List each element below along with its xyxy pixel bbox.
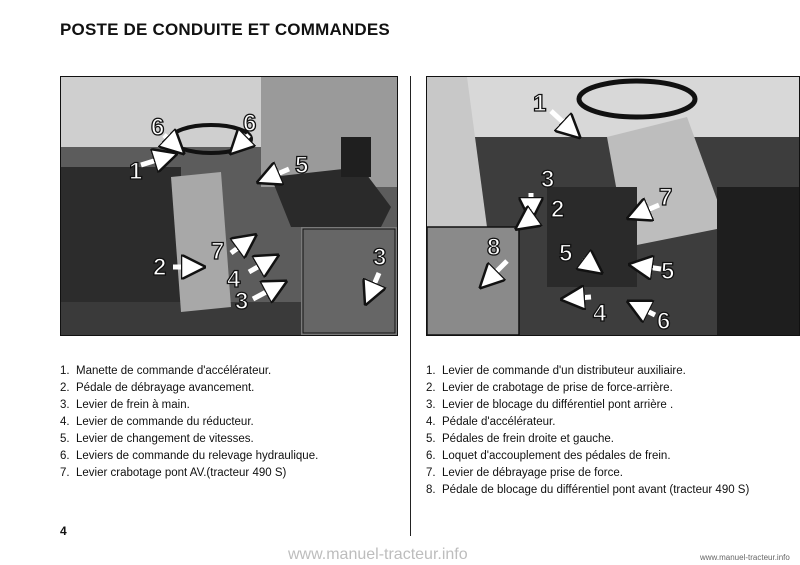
callout-label: 6	[657, 308, 671, 335]
callout-label: 5	[295, 152, 309, 179]
list-item: 1. Manette de commande d'accélérateur.	[60, 365, 272, 377]
callout-label: 7	[659, 184, 673, 211]
list-item: 2. Levier de crabotage de prise de force-arrière.	[426, 382, 673, 394]
list-item: 3. Levier de frein à main.	[60, 399, 190, 411]
tractor-cab-photo-right	[426, 76, 800, 336]
list-item: 7. Levier de débrayage prise de force.	[426, 467, 623, 479]
callout-label: 2	[551, 196, 565, 223]
left-controls-list	[60, 363, 400, 482]
list-item: 8. Pédale de blocage du différentiel pont avant (tracteur 490 S)	[426, 484, 750, 496]
right-controls-list	[426, 363, 796, 499]
list-item: 5. Pédales de frein droite et gauche.	[426, 433, 614, 445]
page-number: 4	[60, 524, 67, 538]
list-item: 4. Levier de commande du réducteur.	[60, 416, 254, 428]
watermark-right: www.manuel-tracteur.info	[700, 553, 790, 562]
callout-label: 3	[541, 166, 555, 193]
list-item: 1. Levier de commande d'un distributeur auxiliaire.	[426, 365, 686, 377]
list-item: 7. Levier crabotage pont AV.(tracteur 490 S)	[60, 467, 287, 479]
callout-label: 5	[559, 240, 573, 267]
list-item: 6. Loquet d'accouplement des pédales de frein.	[426, 450, 671, 462]
list-item: 3. Levier de blocage du différentiel pont arrière .	[426, 399, 674, 411]
callout-label: 4	[227, 266, 241, 293]
callout-label: 1	[129, 158, 143, 185]
list-item: 4. Pédale d'accélérateur.	[426, 416, 556, 428]
callout-label: 6	[151, 114, 165, 141]
callout-label: 2	[153, 254, 167, 281]
watermark-center: www.manuel-tracteur.info	[288, 546, 468, 563]
callout-label: 1	[533, 90, 547, 117]
list-item: 6. Leviers de commande du relevage hydraulique.	[60, 450, 319, 462]
callout-label: 7	[211, 238, 225, 265]
list-item: 2. Pédale de débrayage avancement.	[60, 382, 255, 394]
callout-label: 3	[235, 288, 249, 315]
callout-label: 6	[243, 110, 257, 137]
tractor-cab-photo-left	[60, 76, 398, 336]
callout-label: 8	[487, 234, 501, 261]
callout-label: 5	[661, 258, 675, 285]
column-divider	[410, 76, 411, 536]
page-title: POSTE DE CONDUITE ET COMMANDES	[60, 20, 390, 39]
callout-label: 3	[373, 244, 387, 271]
callout-label: 4	[593, 300, 607, 327]
list-item: 5. Levier de changement de vitesses.	[60, 433, 254, 445]
